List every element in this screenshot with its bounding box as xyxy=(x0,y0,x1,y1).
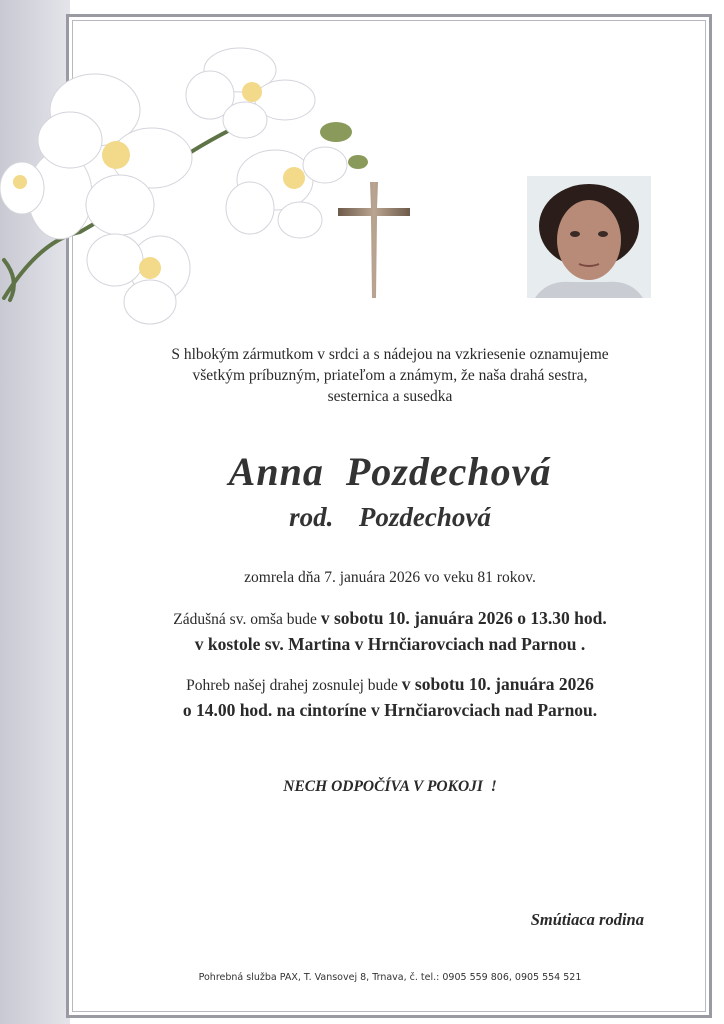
mass-prefix: Zádušná sv. omša bude xyxy=(173,611,321,628)
funeral-service-footer: Pohrebná služba PAX, T. Vansovej 8, Trnava, č. tel.: 0905 559 806, 0905 554 521 xyxy=(198,972,582,983)
death-info: zomrela dňa 7. januára 2026 vo veku 81 rokov. xyxy=(244,569,536,586)
orchid-flowers-image xyxy=(0,40,380,330)
portrait-photo xyxy=(527,176,651,298)
family-signature: Smútiaca rodina xyxy=(530,910,644,929)
intro-line-1: S hlbokým zármutkom v srdci a s nádejou na vzkriesenie oznamujeme xyxy=(171,346,609,363)
mass-location: v kostole sv. Martina v Hrnčiarovciach nad Parnou . xyxy=(194,634,586,654)
burial-location: o 14.00 hod. na cintoríne v Hrnčiarovciach nad Parnou. xyxy=(182,700,598,720)
burial-date: v sobotu 10. januára 2026 xyxy=(401,674,594,694)
cross-icon xyxy=(336,182,412,300)
intro-line-2: všetkým príbuzným, priateľom a známym, že naša drahá sestra, xyxy=(192,367,588,384)
burial-info xyxy=(80,672,700,724)
announcement-intro xyxy=(80,344,700,407)
rest-in-peace: NECH ODPOČÍVA V POKOJI ! xyxy=(283,778,497,795)
intro-line-3: sesternica a susedka xyxy=(327,388,453,405)
deceased-name: Anna Pozdechová xyxy=(228,449,552,494)
maiden-name: rod. Pozdechová xyxy=(289,502,491,532)
funeral-mass-info xyxy=(80,606,700,658)
burial-prefix: Pohreb našej drahej zosnulej bude xyxy=(186,677,402,694)
mass-date: v sobotu 10. januára 2026 o 13.30 hod. xyxy=(320,608,607,628)
